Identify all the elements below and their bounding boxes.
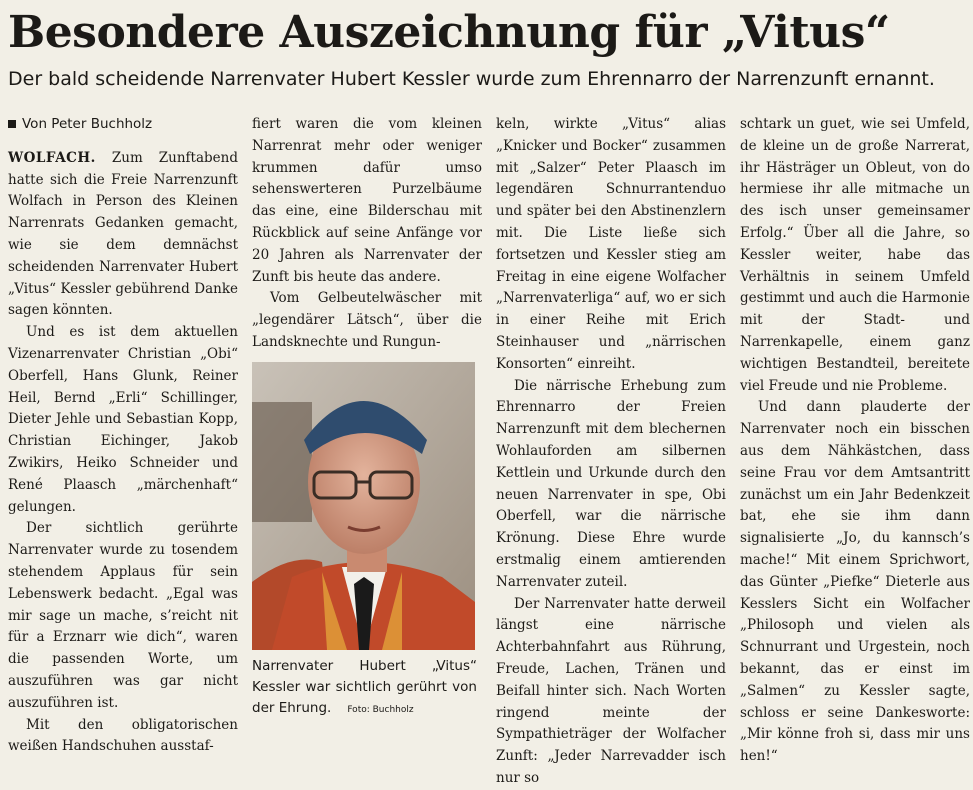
article-column-1 <box>8 114 238 758</box>
caption-text: Narrenvater Hubert „Vitus“ Kessler war sichtlich gerührt von der Ehrung. <box>252 658 477 716</box>
byline <box>8 114 238 136</box>
paragraph: Die närrische Erhebung zum Ehrennarro der Freien Narrenzunft mit dem blechernen Wohlauforden am silbernen Kettlein und Urkunde durch den neuen Narrenvater in spe, Obi Oberfell, war die närrische Krönung. Diese Ehre wurde erstmalig einem amtierenden Narrenvater zuteil. <box>496 377 726 590</box>
paragraph: Und dann plauderte der Narrenvater noch ein bisschen aus dem Nähkästchen, dass seine Frau vor dem Amtsantritt zunächst um ein Jahr Bedenkzeit bat, ehe sie ihm dann signalisierte „Jo, du kannsch’s mache!“ Mit einem Sprichwort, das Günter „Piefke“ Dieterle aus Kesslers Sicht ein Wolfacher „Philosoph und vielen als Schnurrant und Urgestein, noch bekannt, das er einst im „Salmen“ zu Kessler sagte, schloss er seine Dankesworte: „Mir könne froh si, dass mir uns hen!“ <box>740 399 970 765</box>
paragraph-text: Zum Zunftabend hatte sich die Freie Narrenzunft Wolfach in Person des Kleinen Narrenrats Gedanken gemacht, wie sie dem demnächst scheidenden Narrenvater Hubert „Vitus“ Kessler gebührend Danke sagen könnten. <box>8 149 238 319</box>
photo-caption <box>252 656 477 721</box>
article-column-2 <box>252 114 482 354</box>
paragraph: keln, wirkte „Vitus“ alias „Knicker und Bocker“ zusammen mit „Salzer“ Peter Plaasch im legendären Schnurrantenduo und später bei den Abstinenzlern mit. Die Liste ließe sich fortsetzen und Kessler stieg am Freitag in eine eigene Wolfacher „Narrenvaterliga“ auf, wo er sich in einer Reihe mit Erich Steinhauser und „närrischen Konsorten“ einreiht. <box>496 116 726 372</box>
headline: Besondere Auszeichnung für „Vitus“ <box>8 7 890 58</box>
paragraph: Vom Gelbeutelwäscher mit „legendärer Lätsch“, über die Landsknechte und Rungun- <box>252 290 482 350</box>
article-column-4 <box>740 114 970 768</box>
paragraph: Mit den obligatorischen weißen Handschuhen ausstaf- <box>8 716 238 755</box>
paragraph: schtark un guet, wie sei Umfeld, de kleine un de große Narrerat, ihr Hästräger un Obleut, von do hermiese ihr alle mitmache un des isch unser gemeinsamer Erfolg.“ Über all die Jahre, so Kessler weiter, habe das Verhältnis in seinem Umfeld gestimmt und auch die Harmonie mit der Stadt- und Narrenkapelle, einem ganz wichtigen Bestandteil, bereitete viel Freude und nie Probleme. <box>740 116 970 394</box>
byline-square-icon <box>8 120 16 128</box>
subheadline: Der bald scheidende Narrenvater Hubert Kessler wurde zum Ehrennarro der Narrenzunft ernannt. <box>8 68 935 90</box>
paragraph: Und es ist dem aktuellen Vizenarrenvater Christian „Obi“ Oberfell, Hans Glunk, Reiner Heil, Bernd „Erli“ Schillinger, Dieter Jehle und Sebastian Kopp, Christian Eichinger, Jakob Zwikirs, Heiko Schneider und René Plaasch „märchenhaft“ gelungen. <box>8 324 238 515</box>
paragraph: Der Narrenvater hatte derweil längst eine närrische Achterbahnfahrt aus Rührung, Freude, Lachen, Tränen und Beifall hinter sich. Nach Worten ringend meinte der Sympathieträger der Wolfacher Zunft: „Jeder Narrevadder isch nur so <box>496 595 726 786</box>
byline-author: Von Peter Buchholz <box>22 116 153 132</box>
portrait-illustration <box>252 362 475 650</box>
paragraph: fiert waren die vom kleinen Narrenrat mehr oder weniger krummen dafür umso sehenswerteren Purzelbäume das eine, eine Bilderschau mit Rückblick auf seine Anfänge vor 20 Jahren als Narrenvater der Zunft bis heute das andere. <box>252 116 482 285</box>
portrait-photo <box>252 362 475 650</box>
dateline: WOLFACH. <box>8 149 96 166</box>
paragraph <box>8 148 238 322</box>
article-column-3 <box>496 114 726 790</box>
paragraph: Der sichtlich gerührte Narrenvater wurde zu tosendem stehendem Applaus für sein Lebenswerk bedacht. „Egal was mir sage un mache, s’reicht nit für a Erznarr wie dich“, waren die passenden Worte, um auszuführen was gar nicht auszuführen ist. <box>8 520 238 711</box>
photo-credit: Foto: Buchholz <box>347 705 414 715</box>
